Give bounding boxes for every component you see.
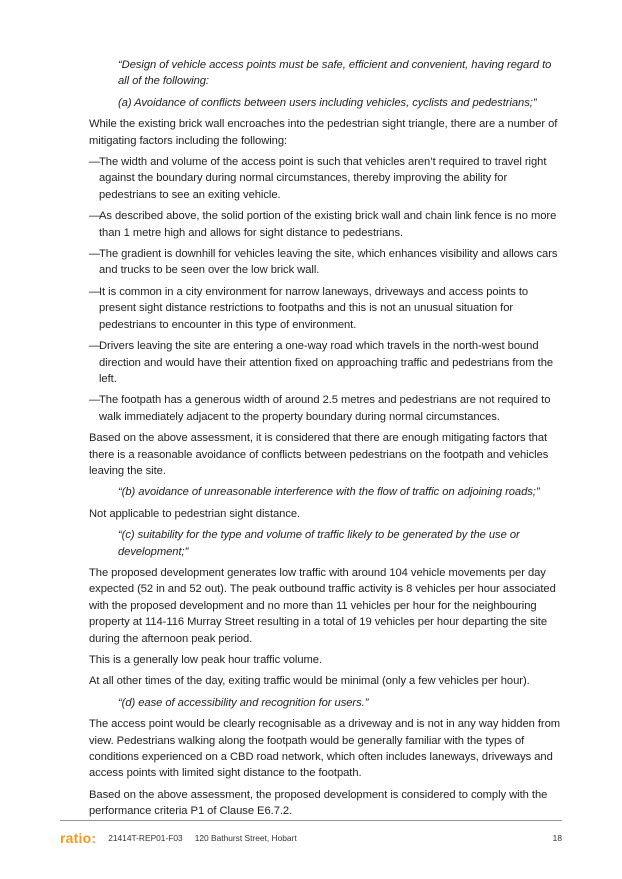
- bullet-dash: —: [89, 248, 101, 261]
- bullet-text: It is common in a city environment for narrow laneways, driveways and access points to present sight distance restrictions to footpaths and this is not an unusual situation for pedestrians to encounter in this type of environment.: [99, 285, 529, 331]
- page-footer: [60, 829, 562, 847]
- bullet-dash: —: [89, 340, 101, 353]
- page-body: [89, 57, 565, 825]
- bullet-item: [89, 154, 565, 203]
- bullet-dash: —: [89, 210, 101, 223]
- ratio-logo: ratio:: [60, 830, 97, 846]
- bullet-item: [89, 246, 565, 279]
- page-number: 18: [552, 833, 562, 843]
- bullet-text: The footpath has a generous width of around 2.5 metres and pedestrians are not required to walk immediately adjacent to the property boundary during normal circumstances.: [99, 394, 551, 423]
- bullet-item: [89, 208, 565, 241]
- bullet-item: [89, 392, 565, 425]
- bullet-text: The width and volume of the access point is such that vehicles aren’t required to travel right against the boundary during normal circumstances, thereby improving the ability for pedestrians to see an exiting vehicle.: [99, 156, 547, 201]
- paragraph-other-times: At all other times of the day, exiting traffic would be minimal (only a few vehicles per hour).: [89, 675, 530, 688]
- bullet-text: The gradient is downhill for vehicles leaving the site, which enhances visibility and allows cars and trucks to be seen over the low brick wall.: [99, 248, 558, 277]
- bullet-item: [89, 338, 565, 387]
- paragraph-traffic-generation: The proposed development generates low traffic with around 104 vehicle movements per day expected (52 in and 52 out). The peak outbound traffic activity is 8 vehicles per hour associated with the proposed development and no more than 11 vehicles per hour for the neighbouring property at 114-116 Murray Street resulting in a total of 19 vehicles per hour departing the site during the afternoon peak period.: [89, 566, 556, 645]
- paragraph-assessment-conclusion: Based on the above assessment, it is considered that there are enough mitigating factors that there is a reasonable avoidance of conflicts between pedestrians on the footpath and vehicles leaving the site.: [89, 432, 549, 477]
- project-address: 120 Bathurst Street, Hobart: [194, 833, 297, 843]
- report-reference: 21414T-REP01-F03: [108, 833, 183, 843]
- paragraph-compliance: Based on the above assessment, the proposed development is considered to comply with the performance criteria P1 of Clause E6.7.2.: [89, 788, 548, 818]
- quote-clause-d: “(d) ease of accessibility and recognition for users.”: [118, 696, 369, 709]
- paragraph-low-volume: This is a generally low peak hour traffic volume.: [89, 654, 323, 666]
- bullet-dash: —: [89, 394, 101, 407]
- quote-clause-c: “(c) suitability for the type and volume of traffic likely to be generated by the use or development;”: [118, 529, 520, 558]
- bullet-dash: —: [89, 156, 101, 169]
- bullet-text: As described above, the solid portion of the existing brick wall and chain link fence is no more than 1 metre high and allows for sight distance to pedestrians.: [99, 210, 557, 239]
- quote-clause-b: “(b) avoidance of unreasonable interference with the flow of traffic on adjoining roads;”: [118, 486, 540, 499]
- paragraph-not-applicable: Not applicable to pedestrian sight distance.: [89, 507, 301, 520]
- bullet-text: Drivers leaving the site are entering a one-way road which travels in the north-west bound direction and would have their attention fixed on approaching traffic and pedestrians from the left.: [99, 340, 554, 385]
- quote-clause-a: (a) Avoidance of conflicts between users including vehicles, cyclists and pedestrians;”: [118, 96, 537, 109]
- paragraph-accessibility: The access point would be clearly recognisable as a driveway and is not in any way hidden from view. Pedestrians walking along the footpath would be generally familiar with the types of conditions experienced on a CBD road network, which often includes laneways, driveways and access points with limited sight distance to the footpath.: [89, 718, 561, 780]
- footer-divider: [60, 820, 562, 821]
- bullet-item: [89, 284, 565, 333]
- quote-intro: “Design of vehicle access points must be safe, efficient and convenient, having regard to all of the following:: [118, 59, 552, 88]
- paragraph-mitigating-factors: While the existing brick wall encroaches into the pedestrian sight triangle, there are a number of mitigating factors including the following:: [89, 118, 558, 147]
- bullet-dash: —: [89, 285, 101, 298]
